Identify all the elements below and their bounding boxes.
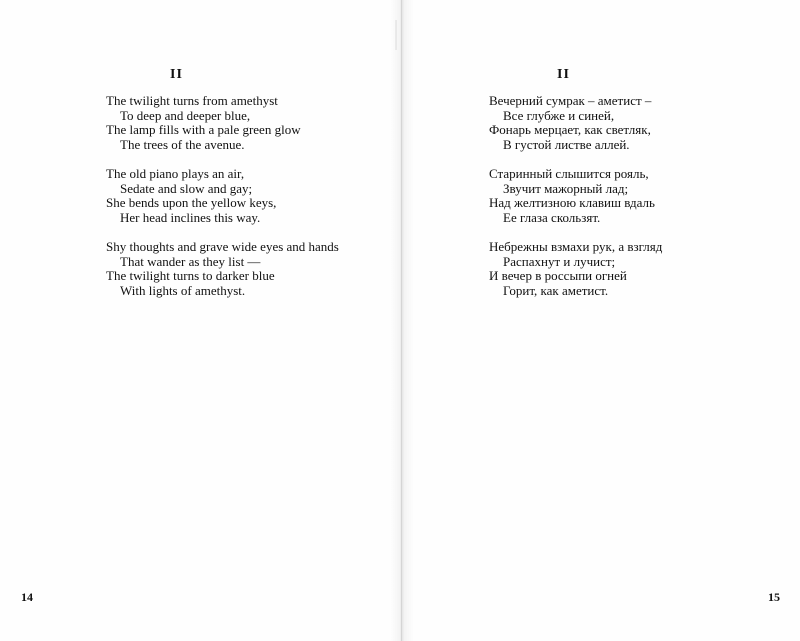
stanza	[489, 167, 662, 225]
stanza	[106, 240, 339, 298]
poem-line: The old piano plays an air,	[106, 165, 245, 181]
page-number: 15	[768, 590, 780, 604]
stanza	[489, 94, 662, 152]
right-page	[400, 0, 800, 641]
poem-english	[106, 94, 339, 313]
poem-line: To deep and deeper blue,	[120, 107, 251, 123]
poem-line: The lamp fills with a pale green glow	[106, 122, 301, 138]
poem-line: Фонарь мерцает, как светляк,	[489, 122, 651, 138]
poem-russian	[489, 94, 662, 313]
poem-line: Над желтизною клавиш вдаль	[489, 195, 655, 211]
poem-line: That wander as they list —	[120, 253, 261, 269]
poem-line: Распахнут и лучист;	[503, 253, 616, 269]
poem-line: The twilight turns to darker blue	[106, 268, 275, 284]
poem-line: Shy thoughts and grave wide eyes and hands	[106, 238, 339, 254]
poem-line: Ее глаза скользят.	[503, 209, 601, 225]
poem-line: Звучит мажорный лад;	[503, 180, 629, 196]
section-number: II	[170, 67, 183, 82]
section-number: II	[557, 67, 570, 82]
poem-line: Небрежны взмахи рук, а взгляд	[489, 238, 663, 254]
book-gutter	[390, 0, 414, 641]
poem-line: The twilight turns from amethyst	[106, 93, 278, 108]
poem-line: Все глубже и синей,	[503, 107, 615, 123]
stanza	[106, 167, 339, 225]
poem-line: The trees of the avenue.	[120, 136, 245, 152]
poem-line: И вечер в россыпи огней	[489, 268, 627, 284]
gutter-fold	[401, 0, 402, 641]
poem-line: With lights of amethyst.	[120, 282, 246, 298]
stanza	[489, 240, 662, 298]
stanza	[106, 94, 339, 152]
page-number: 14	[21, 590, 33, 604]
poem-line: She bends upon the yellow keys,	[106, 195, 277, 211]
poem-line: Вечерний сумрак – аметист –	[489, 93, 652, 108]
poem-line: Sedate and slow and gay;	[120, 180, 253, 196]
gutter-mark	[395, 20, 397, 50]
poem-line: Горит, как аметист.	[503, 282, 609, 298]
poem-line: Her head inclines this way.	[120, 209, 261, 225]
poem-line: Старинный слышится рояль,	[489, 165, 649, 181]
poem-line: В густой листве аллей.	[503, 136, 630, 152]
